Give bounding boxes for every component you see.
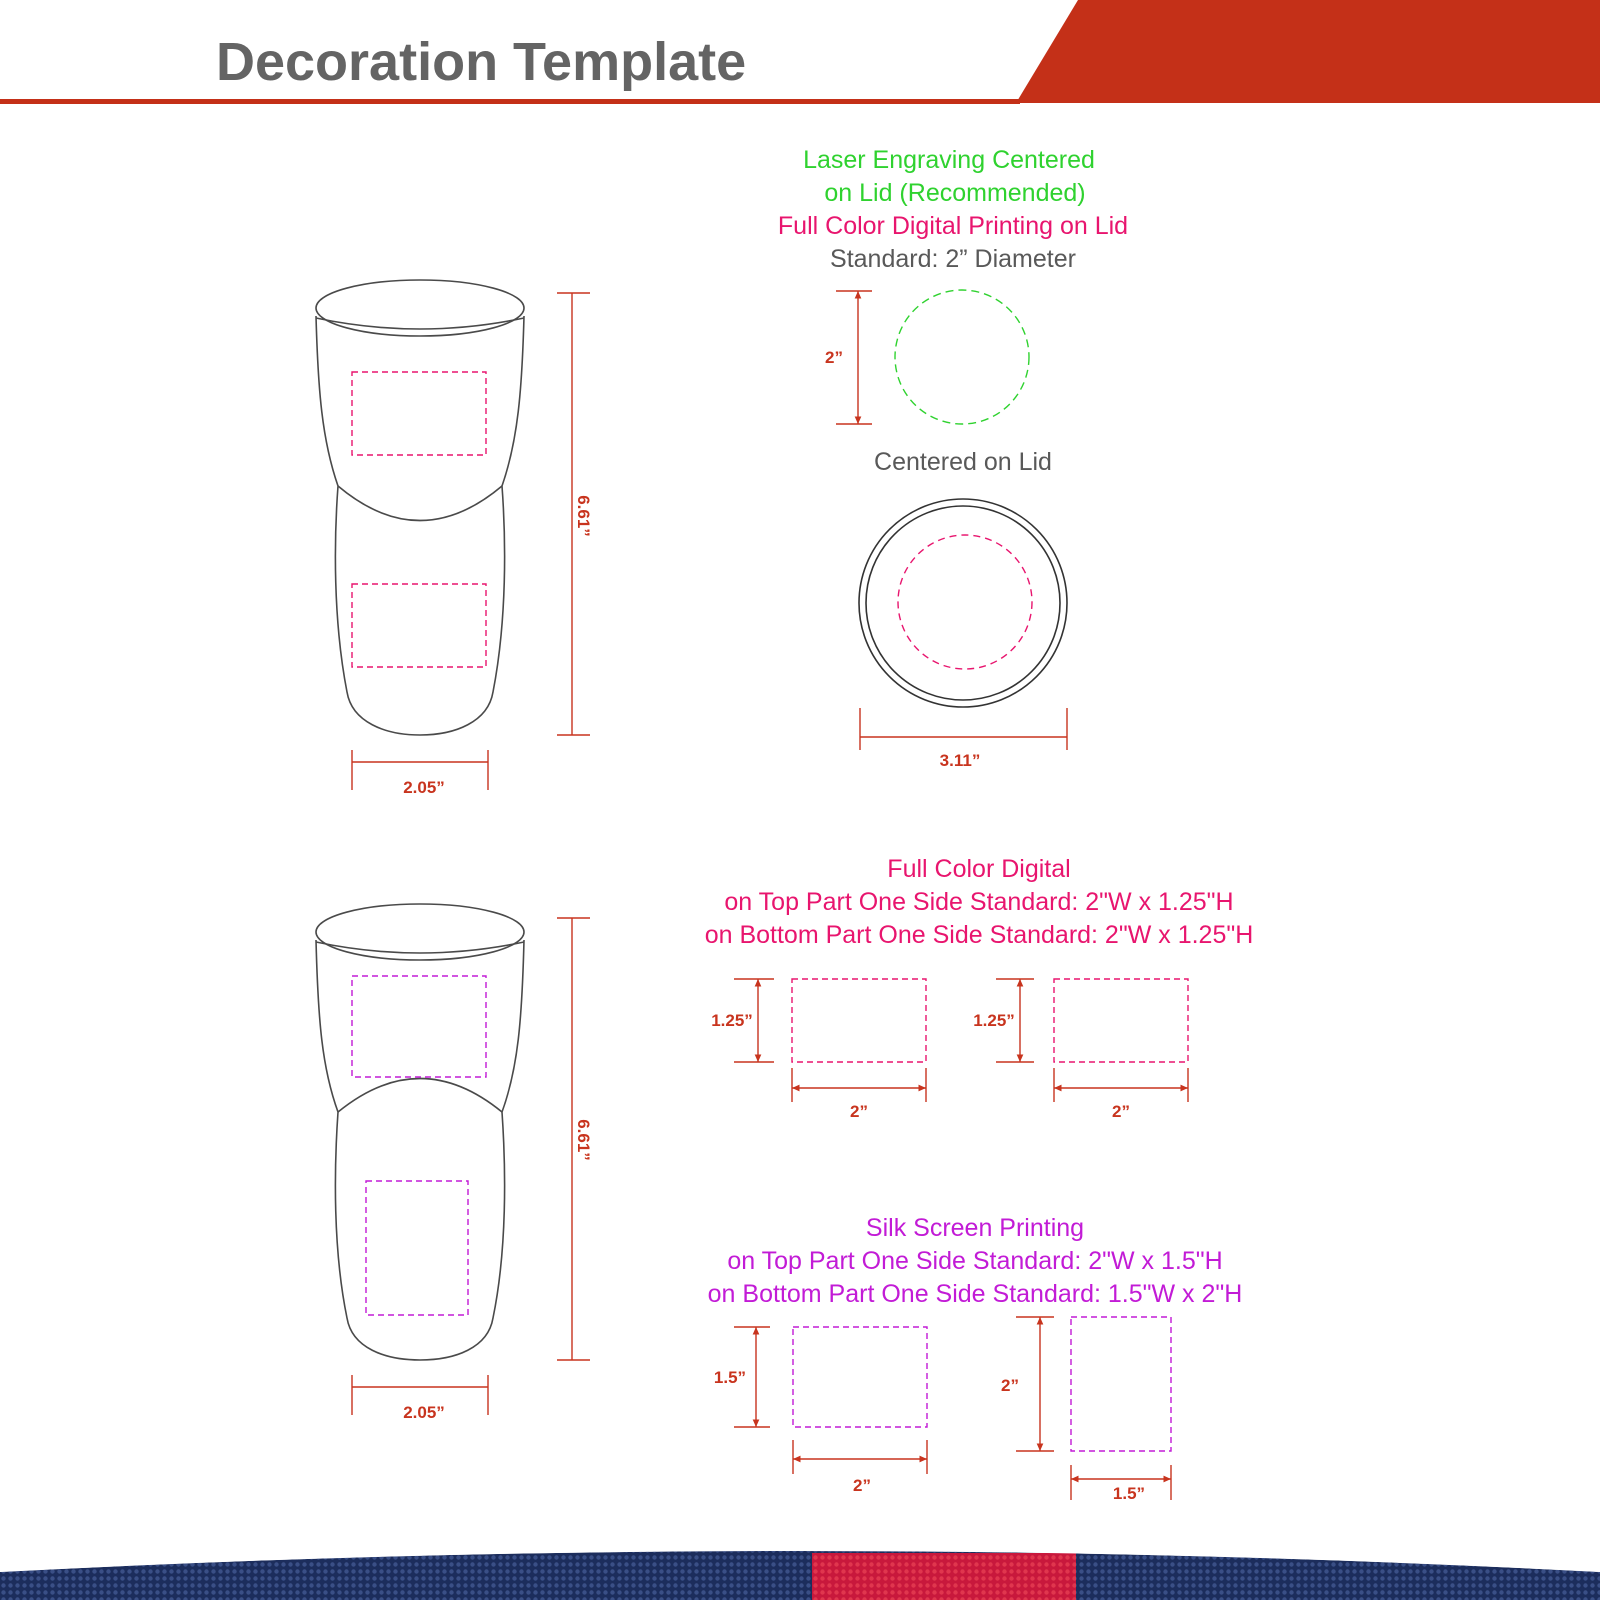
silk-caption-line3: on Bottom Part One Side Standard: 1.5"W x 2"H xyxy=(707,1280,1243,1308)
laser-caption-line2: on Lid (Recommended) xyxy=(824,179,1086,207)
silk-area-2-height-dimension xyxy=(1016,1317,1054,1451)
silk-print-area-2 xyxy=(1071,1317,1171,1451)
silk-print-area-top-part xyxy=(352,976,486,1077)
tumbler-seam xyxy=(338,486,502,521)
digital-print-area-1 xyxy=(792,979,926,1062)
page-title: Decoration Template xyxy=(216,32,747,92)
digital-area-1-width-label: 2” xyxy=(850,1102,868,1121)
diameter-label: 2” xyxy=(825,348,843,367)
tumbler-drawing-bottom xyxy=(316,904,524,1360)
digital-lid-caption: Full Color Digital Printing on Lid xyxy=(777,212,1129,240)
width-label-bottom: 2.05” xyxy=(403,1403,445,1422)
silk-print-area-1 xyxy=(793,1327,927,1427)
tumbler-seam xyxy=(338,1079,502,1113)
silk-captions xyxy=(708,1214,1243,1308)
print-area-top-part xyxy=(352,372,486,455)
digital-area-1-height-label: 1.25” xyxy=(711,1011,753,1030)
digital-lid-print-area xyxy=(898,535,1032,669)
digital-print-area-2 xyxy=(1054,979,1188,1062)
digital-area-1-width-dimension xyxy=(792,1068,926,1102)
silk-area-1-width-label: 2” xyxy=(853,1476,871,1495)
digital-area-2-width-label: 2” xyxy=(1112,1102,1130,1121)
digital-caption-line3: on Bottom Part One Side Standard: 2"W x 1.25"H xyxy=(704,921,1254,949)
tumbler-lid xyxy=(316,280,524,336)
standard-diameter-caption: Standard: 2” Diameter xyxy=(830,245,1076,273)
tumbler-body-outline xyxy=(316,316,524,735)
lid-outer-ring xyxy=(859,499,1067,707)
footer-red-dot-texture xyxy=(812,1553,1076,1600)
header-accent-band xyxy=(1016,0,1600,103)
silk-area-2-height-label: 2” xyxy=(1001,1376,1019,1395)
laser-caption-line1: Laser Engraving Centered xyxy=(803,146,1095,174)
digital-area-2-width-dimension xyxy=(1054,1068,1188,1102)
height-label-top: 6.61” xyxy=(574,495,593,537)
digital-area-2-height-label: 1.25” xyxy=(973,1011,1015,1030)
tumbler-body-outline xyxy=(316,940,524,1360)
print-area-bottom-part xyxy=(352,584,486,667)
silk-caption-line2: on Top Part One Side Standard: 2"W x 1.5"H xyxy=(727,1247,1223,1275)
laser-engraving-area xyxy=(895,290,1029,424)
silk-area-1-height-label: 1.5” xyxy=(713,1368,747,1387)
silk-area-2-width-label: 1.5” xyxy=(1112,1484,1146,1503)
footer-band xyxy=(0,1540,1600,1600)
silk-caption-line1: Silk Screen Printing xyxy=(865,1214,1085,1242)
digital-caption-line1: Full Color Digital xyxy=(887,855,1071,883)
header xyxy=(0,0,1600,104)
tumbler-lid xyxy=(316,904,524,960)
width-label-top: 2.05” xyxy=(403,778,445,797)
centered-on-lid-caption: Centered on Lid xyxy=(874,448,1052,476)
height-label-bottom: 6.61” xyxy=(574,1119,593,1161)
lid-width-dimension xyxy=(860,708,1067,750)
lid-width-label: 3.11” xyxy=(939,751,981,770)
header-underline xyxy=(0,99,1020,104)
silk-area-1-width-dimension xyxy=(793,1440,927,1474)
silk-print-area-bottom-part xyxy=(366,1181,468,1315)
digital-captions xyxy=(705,855,1254,949)
digital-caption-line2: on Top Part One Side Standard: 2"W x 1.25"H xyxy=(724,888,1234,916)
lid-captions xyxy=(778,146,1128,273)
